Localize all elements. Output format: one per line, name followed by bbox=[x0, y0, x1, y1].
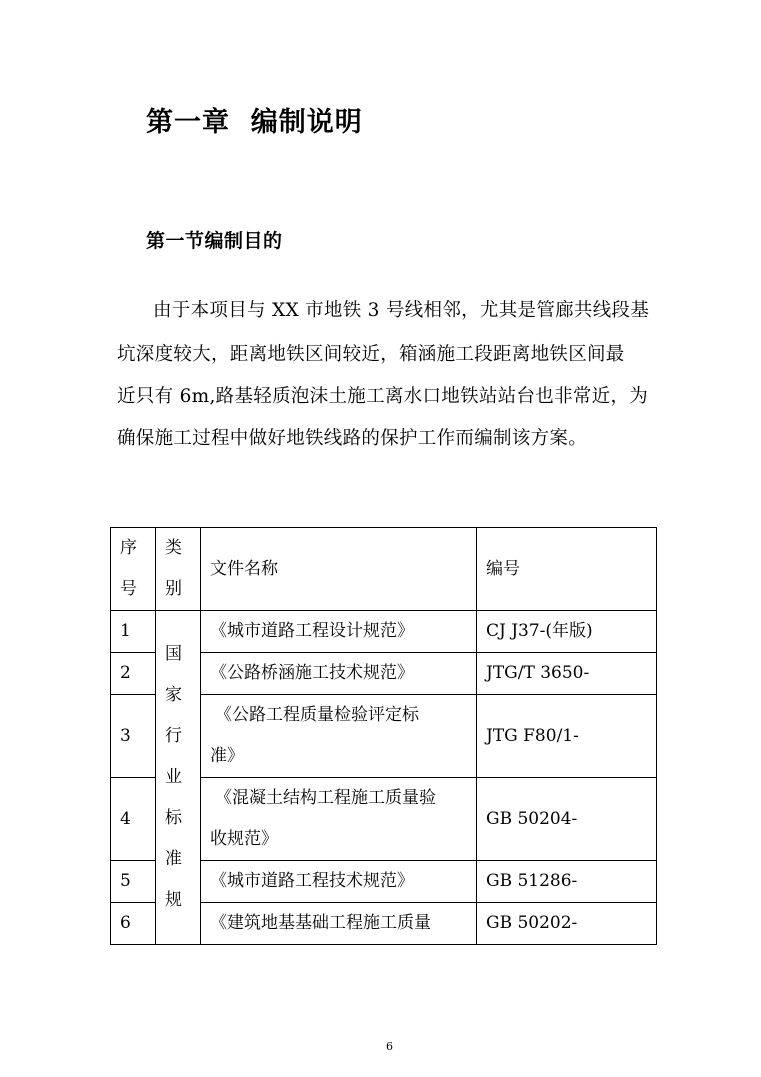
row-name: 《公路工程质量检验评定标 准》 bbox=[201, 695, 477, 778]
paragraph-line: 近只有 6m,路基轻质泡沫土施工离水口地铁站站台也非常近，为 bbox=[117, 386, 649, 407]
header-seq: 序 号 bbox=[111, 528, 156, 611]
paragraph-line: 确保施工过程中做好地铁线路的保护工作而编制该方案。 bbox=[117, 428, 588, 449]
table-row bbox=[111, 611, 657, 653]
standards-table bbox=[110, 527, 657, 945]
section-title: 第一节编制目的 bbox=[146, 230, 283, 252]
row-seq: 6 bbox=[111, 903, 156, 945]
row-seq: 5 bbox=[111, 861, 156, 903]
row-seq: 4 bbox=[111, 778, 156, 861]
header-category: 类 别 bbox=[156, 528, 201, 611]
row-seq: 1 bbox=[111, 611, 156, 653]
page-number: 6 bbox=[386, 1040, 393, 1053]
row-code: GB 50204- bbox=[477, 778, 657, 861]
category-cell: 国 家 行 业 标 准 规 bbox=[156, 611, 201, 945]
row-name: 《混凝土结构工程施工质量验 收规范》 bbox=[201, 778, 477, 861]
table-header-row bbox=[111, 528, 657, 611]
row-name: 《建筑地基基础工程施工质量 bbox=[201, 903, 477, 945]
header-code: 编号 bbox=[477, 528, 657, 611]
row-code: GB 50202- bbox=[477, 903, 657, 945]
row-seq: 3 bbox=[111, 695, 156, 778]
row-seq: 2 bbox=[111, 653, 156, 695]
header-name: 文件名称 bbox=[201, 528, 477, 611]
row-name: 《城市道路工程设计规范》 bbox=[201, 611, 477, 653]
paragraph-line: 由于本项目与 XX 市地铁 3 号线相邻，尤其是管廊共线段基 bbox=[153, 300, 650, 321]
row-code: JTG/T 3650- bbox=[477, 653, 657, 695]
row-name: 《城市道路工程技术规范》 bbox=[201, 861, 477, 903]
row-name: 《公路桥涵施工技术规范》 bbox=[201, 653, 477, 695]
row-code: CJ J37-(年版) bbox=[477, 611, 657, 653]
row-code: JTG F80/1- bbox=[477, 695, 657, 778]
paragraph-line: 坑深度较大，距离地铁区间较近，箱涵施工段距离地铁区间最 bbox=[117, 344, 625, 365]
chapter-title: 第一章 编制说明 bbox=[146, 107, 363, 138]
row-code: GB 51286- bbox=[477, 861, 657, 903]
